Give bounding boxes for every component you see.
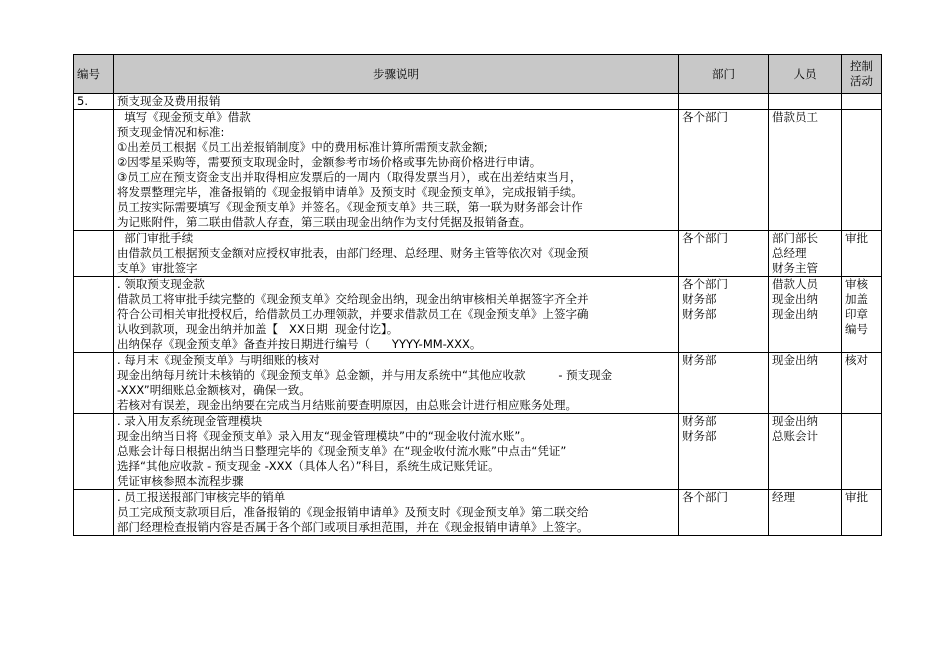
person-value: 借款人员	[772, 277, 818, 291]
person-cell	[769, 110, 842, 231]
table-row	[74, 490, 882, 536]
department-value: 各个部门	[682, 231, 728, 245]
description-line: 符合公司相关审批授权后，给借款员工办理领款，并要求借款员工在《现金预支单》上签字确	[117, 307, 589, 321]
department-value: 各个部门	[682, 277, 728, 291]
description-line: 部门经理检查报销内容是否属于各个部门或项目承担范围，并在《现金报销申请单》上签字。	[117, 520, 589, 534]
section-number: 5.	[74, 94, 114, 110]
empty-cell	[842, 94, 882, 110]
description-line: ①出差员工根据《员工出差报销制度》中的费用标准计算所需预支款金额;	[117, 140, 488, 154]
control-cell	[842, 414, 882, 490]
description-line: ③员工应在预支资金支出并取得相应发票后的一周内（取得发票当月），或在出差结束当月，	[117, 170, 582, 184]
description-line: 认收到款项，现金出纳并加盖【 XX日期 现金付讫】。	[117, 322, 399, 336]
step-description	[114, 414, 679, 490]
row-number-cell	[74, 110, 114, 231]
person-cell	[769, 353, 842, 414]
table-row	[74, 231, 882, 277]
person-value: 现金出纳	[772, 292, 818, 306]
header-control-line: 活动	[850, 74, 873, 88]
description-line: 借款员工将审批手续完整的《现金预支单》交给现金出纳，现金出纳审核相关单据签字齐全并	[117, 292, 589, 306]
header-description: 步骤说明	[114, 55, 679, 94]
table-row	[74, 110, 882, 231]
control-cell	[842, 490, 882, 536]
row-number-cell	[74, 414, 114, 490]
description-line: 选择“其他应收款 - 预支现金 -XXX（具体人名）”科目，系统生成记账凭证。	[117, 459, 500, 473]
description-line: 现金出纳每月统计未核销的《现金预支单》总金额，并与用友系统中“其他应收款 - 预支现金	[117, 368, 613, 382]
description-line: 员工按实际需要填写《现金预支单》并签名。《现金预支单》共三联，第一联为财务部会计作	[117, 200, 583, 214]
description-line: 填写《现金预支单》借款	[117, 110, 251, 124]
header-control-line: 控制	[850, 59, 873, 73]
description-line: 员工完成预支款项目后，准备报销的《现金报销申请单》及预支时《现金预支单》第二联交给	[117, 505, 589, 519]
department-cell	[679, 110, 769, 231]
description-line: 若核对有误差，现金出纳要在完成当月结账前要查明原因，由总账会计进行相应账务处理。	[117, 398, 577, 412]
empty-cell	[769, 94, 842, 110]
control-value: 审批	[845, 490, 868, 504]
step-description	[114, 490, 679, 536]
step-description	[114, 231, 679, 277]
person-value: 经理	[772, 490, 795, 504]
control-cell	[842, 277, 882, 353]
section-row	[74, 94, 882, 110]
department-cell	[679, 490, 769, 536]
person-value: 现金出纳	[772, 353, 818, 367]
row-number-cell	[74, 231, 114, 277]
department-value: 财务部	[682, 353, 717, 367]
description-line: 现金出纳当日将《现金预支单》录入用友“现金管理模块”中的“现金收付流水账”。	[117, 429, 532, 443]
row-number-cell	[74, 277, 114, 353]
department-cell	[679, 414, 769, 490]
description-line: 凭证审核参照本流程步骤	[117, 474, 244, 488]
description-line: 由借款员工根据预支金额对应授权审批表，由部门经理、总经理、财务主管等依次对《现金预	[117, 246, 589, 260]
section-title: 预支现金及费用报销	[114, 94, 679, 110]
table-row	[74, 414, 882, 490]
department-value: 财务部	[682, 292, 717, 306]
department-cell	[679, 353, 769, 414]
person-value: 部门部长	[772, 231, 818, 245]
description-line: . 领取预支现金款	[117, 277, 205, 291]
control-cell	[842, 110, 882, 231]
description-line: 将发票整理完毕，准备报销的《现金报销申请单》及预支时《现金预支单》，完成报销手续。	[117, 185, 583, 199]
department-value: 各个部门	[682, 110, 728, 124]
header-control	[842, 55, 882, 94]
description-line: ②因零星采购等，需要预支取现金时，金额参考市场价格或事先协商价格进行申请。	[117, 155, 542, 169]
person-cell	[769, 490, 842, 536]
control-cell	[842, 231, 882, 277]
person-cell	[769, 231, 842, 277]
department-cell	[679, 231, 769, 277]
description-line: . 录入用友系统现金管理模块	[117, 414, 263, 428]
header-department: 部门	[679, 55, 769, 94]
step-description	[114, 110, 679, 231]
description-line: 为记账附件，第二联由借款人存查，第三联由现金出纳作为支付凭据及报销备查。	[117, 215, 531, 229]
control-value: 审批	[845, 231, 868, 245]
control-value: 编号	[845, 322, 868, 336]
row-number-cell	[74, 490, 114, 536]
step-description	[114, 277, 679, 353]
step-description	[114, 353, 679, 414]
person-value: 现金出纳	[772, 307, 818, 321]
control-value: 印章	[845, 307, 868, 321]
row-number-cell	[74, 353, 114, 414]
header-row	[74, 55, 882, 94]
control-cell	[842, 353, 882, 414]
control-value: 审核	[845, 277, 868, 291]
empty-cell	[679, 94, 769, 110]
table-row	[74, 277, 882, 353]
department-cell	[679, 277, 769, 353]
table-row	[74, 353, 882, 414]
control-value: 核对	[845, 353, 868, 367]
description-line: 支单》审批签字	[117, 261, 198, 275]
person-value: 借款员工	[772, 110, 818, 124]
department-value: 财务部	[682, 307, 717, 321]
department-value: 财务部	[682, 414, 717, 428]
header-no: 编号	[74, 55, 114, 94]
description-line: 预支现金情况和标准:	[117, 125, 225, 139]
description-line: . 员工报送报部门审核完毕的销单	[117, 490, 286, 504]
description-line: 出纳保存《现金预支单》备查并按日期进行编号（ YYYY-MM-XXX。	[117, 337, 482, 351]
header-person: 人员	[769, 55, 842, 94]
description-line: 总账会计每日根据出纳当日整理完毕的《现金预支单》在“现金收付流水账”中点击“凭证”	[117, 444, 567, 458]
person-value: 总账会计	[772, 429, 818, 443]
department-value: 财务部	[682, 429, 717, 443]
description-line: 部门审批手续	[117, 231, 194, 245]
person-value: 财务主管	[772, 261, 818, 275]
person-cell	[769, 277, 842, 353]
department-value: 各个部门	[682, 490, 728, 504]
person-value: 总经理	[772, 246, 807, 260]
procedure-table	[73, 54, 882, 536]
person-cell	[769, 414, 842, 490]
control-value: 加盖	[845, 292, 868, 306]
person-value: 现金出纳	[772, 414, 818, 428]
description-line: -XXX”明细账总金额核对，确保一致。	[117, 383, 311, 397]
description-line: . 每月末《现金预支单》与明细账的核对	[117, 353, 320, 367]
